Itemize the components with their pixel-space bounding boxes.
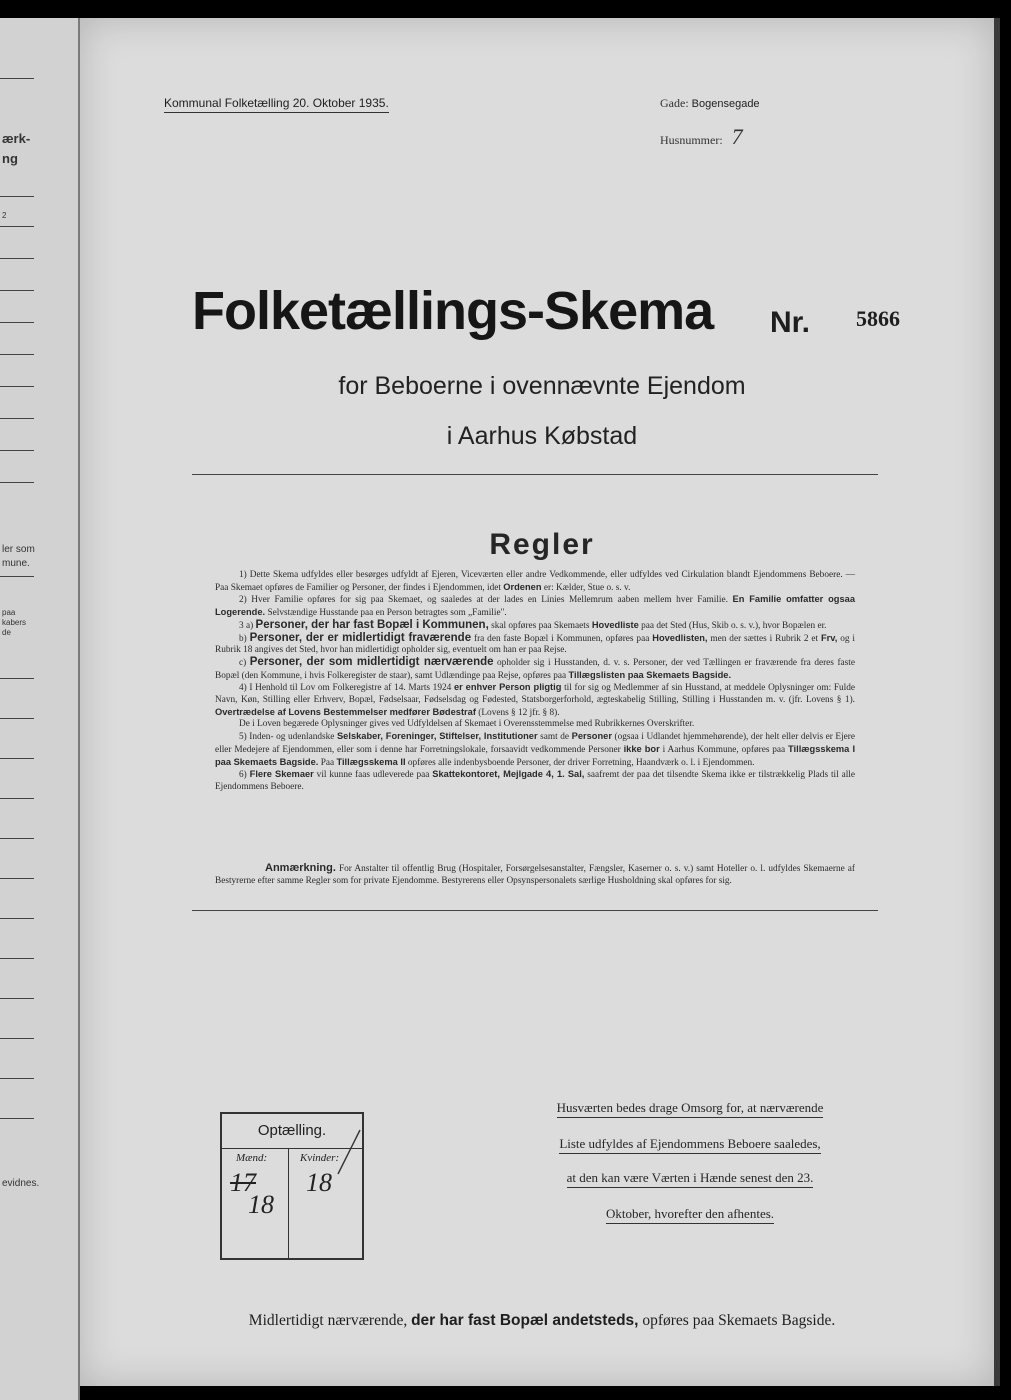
form-subtitle: for Beboerne i ovennævnte Ejendom: [338, 372, 746, 400]
footer-note: Midlertidigt nærværende, der har fast Bopæl andetsteds, opføres paa Skemaets Bagside.: [248, 1312, 836, 1329]
left-rule: [0, 386, 34, 387]
house-number-value: 7: [731, 124, 743, 149]
form-number-value: 5866: [856, 306, 900, 331]
left-fragment: de: [2, 628, 11, 637]
left-rule: [0, 450, 34, 451]
left-fragment: ng: [2, 151, 18, 166]
census-header: Kommunal Folketælling 20. Oktober 1935.: [164, 96, 389, 113]
women-label: Kvinder:: [300, 1152, 340, 1164]
men-count-struck: 17: [230, 1168, 256, 1197]
left-rule: [0, 290, 34, 291]
remark-text: For Anstalter til offentlig Brug (Hospitaler, Forsørgelsesanstalter, Fængsler, Kaserner o. s. v.) samt Hoteller o. l. udfyldes Skemaerne af Bestyrerne efter samme Regler som for private Ejendomme. Bestyrerens eller Opsynspersonalets særlige Husholdning skal opføres for sig.: [215, 864, 856, 886]
left-rule: [0, 838, 34, 839]
census-form-page: [80, 18, 994, 1386]
rule-3a: 3 a) Personer, der har fast Bopæl i Kommunen, skal opføres paa Skemaets Hovedliste paa det Sted (Hus, Skib o. s. v.), hvor Bopælen er.: [239, 618, 827, 631]
left-rule: [0, 878, 34, 879]
divider: [192, 910, 878, 911]
left-fragment: 2: [2, 211, 7, 220]
notice-line: Husværten bedes drage Omsorg for, at nærværende: [520, 1100, 860, 1116]
left-rule: [0, 798, 34, 799]
left-rule: [0, 718, 34, 719]
left-rule: [0, 196, 34, 197]
left-fragment: mune.: [2, 558, 30, 569]
form-number-label: Nr.: [770, 306, 811, 339]
form-municipality: i Aarhus Købstad: [446, 422, 638, 450]
left-rule: [0, 958, 34, 959]
notice-line: at den kan være Værten i Hænde senest den 23.: [520, 1170, 860, 1186]
form-title: Folketællings-Skema: [192, 281, 714, 341]
house-number-field: [660, 124, 743, 150]
men-label: Mænd:: [236, 1152, 268, 1164]
left-rule: [0, 1078, 34, 1079]
left-rule: [0, 758, 34, 759]
rule-3b: b) Personer, der er midlertidigt fraværende fra den faste Bopæl i Kommunen, opføres paa Hovedlisten, men der sættes i Rubrik 2 et Frv, og i Rubrik 18 angives det Sted, hvor han midlertidigt opholder sig, eventuelt om han er paa Rejse.: [215, 631, 856, 656]
notice-line: Oktober, hvorefter den afhentes.: [520, 1206, 860, 1222]
street-label: Gade:: [660, 96, 689, 110]
left-fragment: kabers: [2, 618, 27, 627]
left-fragment: ærk-: [2, 131, 31, 146]
left-rule: [0, 226, 34, 227]
rules-text: [215, 570, 855, 794]
rule-4-note: De i Loven begærede Oplysninger gives ved Udfyldelsen af Skemaet i Overensstemmelse med Rubrikkernes Overskrifter.: [239, 719, 695, 730]
street-value: Bogensegade: [691, 98, 760, 110]
left-rule: [0, 418, 34, 419]
street-field: [660, 96, 760, 111]
rule-5: 5) Inden- og udenlandske Selskaber, Foreninger, Stiftelser, Institutioner samt de Personer (ogsaa i Udlandet hjemmehørende), der helt eller delvis er Ejere eller Medejere af Ejendommen, eller som i denne har Forretningslokale, forsaavidt vedkommende Personer ikke bor i Aarhus Kommune, opføres paa Tillægsskema I paa Skemaets Bagside. Paa Tillægsskema II opføres alle indenbysboende Personer, der driver Forretning, Haandværk o. l. i Ejendommen.: [215, 731, 856, 768]
left-fragment: paa: [2, 608, 16, 617]
left-rule: [0, 482, 34, 483]
left-rule: [0, 576, 34, 577]
house-number-label: Husnummer:: [660, 133, 723, 147]
left-rule: [0, 918, 34, 919]
rule-1: 1) Dette Skema udfyldes eller besørges udfyldt af Ejeren, Viceværten eller andre Vedkommende, eller udfyldes ved Cirkulation blandt Ejendommens Beboere. — Paa Skemaet opføres de Familier og Personer, der findes i Ejendommen, idet Ordenen er: Kælder, Stue o. s. v.: [215, 570, 855, 593]
left-rule: [0, 1118, 34, 1119]
left-fragment: ler som: [2, 544, 35, 555]
binding-edge: [994, 18, 1000, 1386]
left-rule: [0, 998, 34, 999]
count-title: Optælling.: [257, 1122, 327, 1139]
men-count: 18: [248, 1190, 274, 1219]
rule-6: 6) Flere Skemaer vil kunne faas udleverede paa Skattekontoret, Mejlgade 4, 1. Sal, saafremt der paa det tilsendte Skema ikke er tilstrækkelig Plads til alle Ejendommens Beboere.: [215, 769, 855, 792]
left-rule: [0, 258, 34, 259]
rules-heading: Regler: [489, 528, 595, 561]
left-page-edge: [0, 18, 80, 1400]
rule-3c: c) Personer, der som midlertidigt nærværende opholder sig i Husstanden, d. v. s. Personer, der ved Tællingen er fraværende fra deres faste Bopæl (den Kommune, i hvis Folkeregister de staar), samt Udlændinge paa Rejse, opføres paa Tillægslisten paa Skemaets Bagside.: [215, 655, 855, 681]
left-rule: [0, 78, 34, 79]
left-rule: [0, 678, 34, 679]
notice-line: Liste udfyldes af Ejendommens Beboere saaledes,: [520, 1136, 860, 1152]
left-rule: [0, 1038, 34, 1039]
divider: [192, 474, 878, 475]
remark-paragraph: [215, 862, 855, 887]
women-count: 18: [306, 1168, 332, 1197]
left-rule: [0, 322, 34, 323]
left-rule: [0, 354, 34, 355]
remark-label: Anmærkning.: [265, 862, 336, 874]
check-mark-icon: [334, 1128, 364, 1178]
left-fragment: evidnes.: [2, 1178, 40, 1189]
rule-4: 4) I Henhold til Lov om Folkeregistre af 14. Marts 1924 er enhver Person pligtig til for sig og Medlemmer af sin Husstand, at meddele Oplysninger om: Fulde Navn, Køn, Stilling eller Erhverv, Bopæl, Fødselsaar, Fødselsdag og Fødested, Statsborgerforhold, ægteskabelig Stilling, Stilling i Husstanden m. v. (jfr. Lovens § 1). Overtrædelse af Lovens Bestemmelser medfører Bødestraf (Lovens § 12 jfr. § 8).: [215, 682, 856, 718]
count-box: [220, 1112, 364, 1260]
count-column-divider: [288, 1148, 289, 1258]
rule-2: 2) Hver Familie opføres for sig paa Skemaet, og saaledes at der lades en Linies Mellemrum aaben mellem hver Familie. En Familie omfatter ogsaa Logerende. Selvstændige Husstande paa en Person betragtes som „Familie".: [215, 594, 855, 619]
